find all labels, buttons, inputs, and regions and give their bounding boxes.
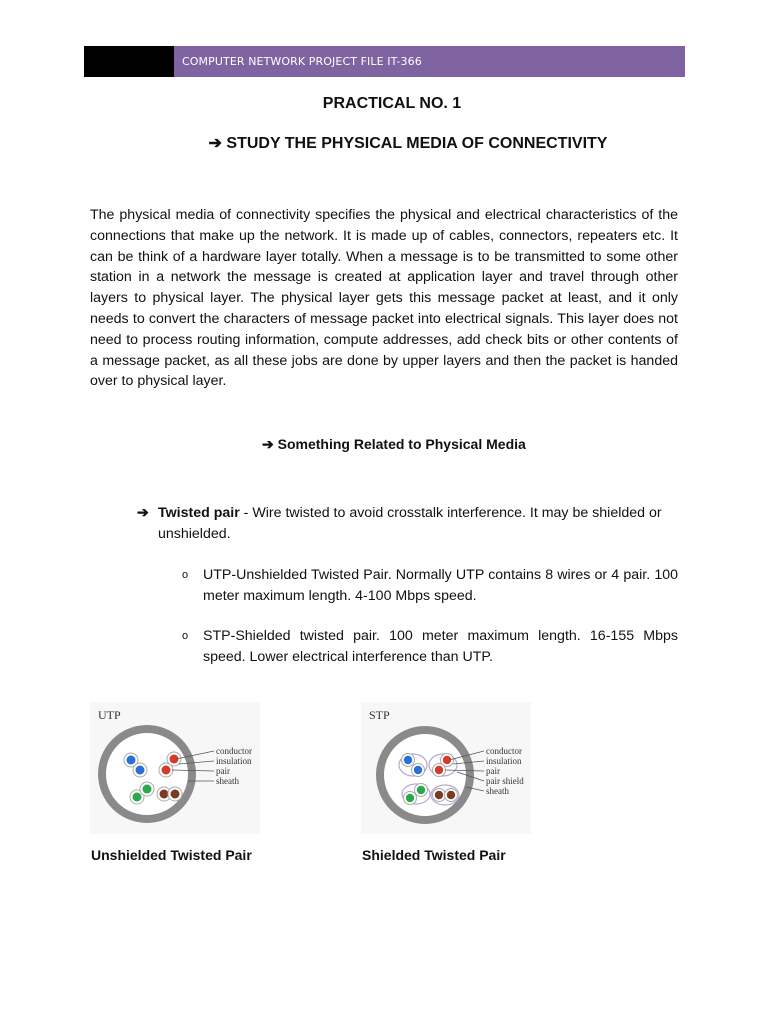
utp-pair-brown — [157, 787, 182, 801]
stp-callout: pair — [486, 766, 500, 776]
utp-callout: pair — [216, 766, 230, 776]
utp-sheath — [102, 729, 192, 819]
stp-callout: conductor — [486, 746, 522, 756]
practical-heading — [24, 133, 768, 153]
arrow-icon: ➔ — [137, 505, 149, 521]
stp-bullet — [182, 626, 678, 668]
stp-sheath — [380, 730, 470, 820]
utp-bullet — [182, 565, 678, 607]
stp-callout: pair shield — [486, 776, 524, 786]
header-title: COMPUTER NETWORK PROJECT FILE IT-366 — [174, 46, 685, 77]
utp-label: UTP — [98, 708, 121, 722]
utp-cable-diagram — [90, 702, 260, 834]
section-heading — [262, 436, 526, 453]
bullet-circle-icon: o — [182, 569, 189, 581]
header-black-block — [84, 46, 174, 77]
utp-callout: sheath — [216, 776, 239, 786]
twisted-pair-text — [137, 503, 678, 545]
twisted-pair-description: - Wire twisted to avoid crosstalk interference. It may be shielded or unshielded. — [158, 505, 662, 542]
stp-callout: insulation — [486, 756, 522, 766]
stp-callout: sheath — [486, 786, 509, 796]
stp-caption: Shielded Twisted Pair — [362, 847, 506, 863]
page-header — [84, 46, 685, 77]
intro-paragraph: The physical media of connectivity specifies the physical and electrical characteristics of the connections that make up the network. It is made up of cables, connectors, repeaters etc. It can be think of a hardware layer totally. When a message is to be transmitted to some other station in a network the message is created at application layer and travel through other layers to physical layer. The physical layer gets this message packet at least, and it only needs to convert the characters of message packet into electrical signals. This layer does not need to process routing information, compute addresses, add check bits or other contents of a message packet, as all these jobs are done by upper layers and then the packet is handed over to physical layer. — [90, 207, 678, 390]
twisted-pair-term: Twisted pair — [158, 505, 240, 521]
utp-callout: conductor — [216, 746, 252, 756]
utp-bullet-text: UTP-Unshielded Twisted Pair. Normally UTP contains 8 wires or 4 pair. 100 meter maximum length. 4-100 Mbps speed. — [203, 567, 678, 604]
arrow-icon: ➔ — [262, 436, 274, 452]
practical-heading-text: STUDY THE PHYSICAL MEDIA OF CONNECTIVITY — [226, 135, 608, 152]
stp-label: STP — [369, 708, 390, 722]
twisted-pair-bullet — [137, 503, 678, 545]
bullet-circle-icon: o — [182, 630, 189, 642]
utp-callout: insulation — [216, 756, 252, 766]
arrow-icon: ➔ — [208, 135, 222, 152]
practical-number: PRACTICAL NO. 1 — [322, 95, 462, 112]
stp-bullet-text: STP-Shielded twisted pair. 100 meter maximum length. 16-155 Mbps speed. Lower electrical interference than UTP. — [203, 628, 678, 665]
stp-cable-diagram — [361, 702, 531, 834]
utp-caption: Unshielded Twisted Pair — [91, 847, 252, 863]
section-heading-text: Something Related to Physical Media — [277, 436, 526, 452]
